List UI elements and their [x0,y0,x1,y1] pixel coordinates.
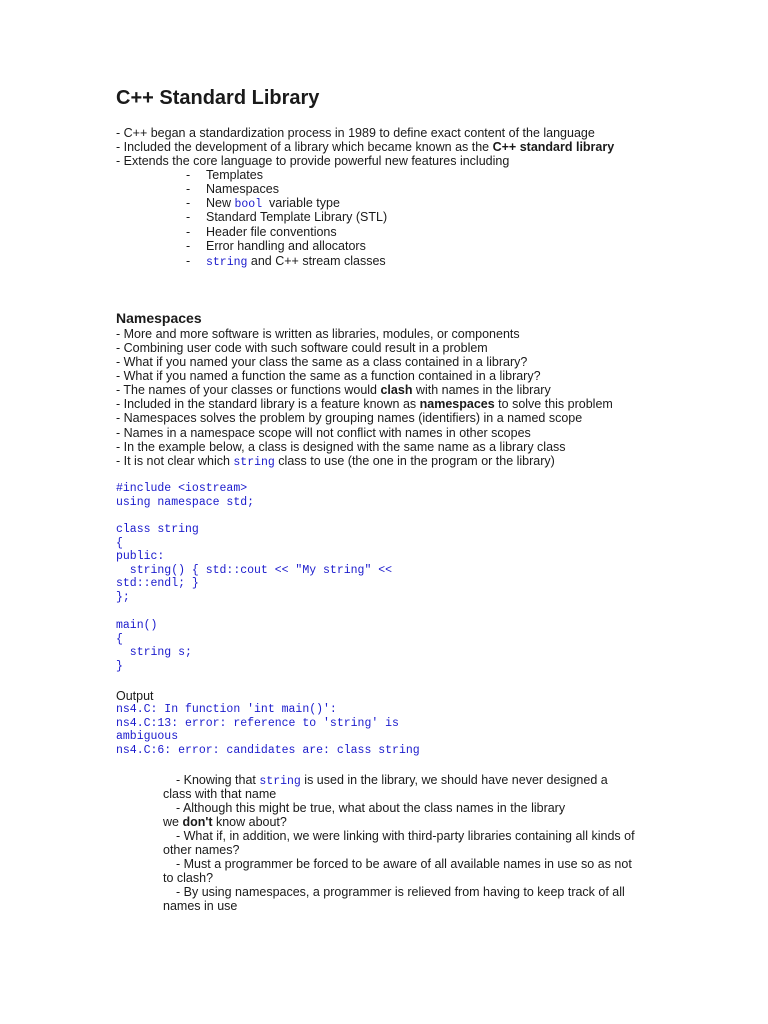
code-line: { [116,536,123,550]
intro-line-2 [116,140,614,154]
discussion-line-5-cont: names in use [163,899,238,913]
code-block-main [116,619,192,673]
code-line: } [116,659,123,673]
bullet-text: to solve this problem [494,397,613,411]
bullet-text: - Included in the standard library is a feature known as [116,397,420,411]
discussion-line-5: - By using namespaces, a programmer is relieved from having to keep track of all [176,885,625,899]
code-block-class [116,523,392,605]
namespace-bullet-6 [116,397,613,411]
intro-line-1: - C++ began a standardization process in 1989 to define exact content of the language [116,126,595,140]
feature-dash: - [186,196,191,210]
output-line: ns4.C:6: error: candidates are: class string [116,743,420,757]
feature-label-post: and C++ stream classes [247,254,386,268]
feature-label: Templates [206,168,263,182]
feature-dash: - [186,239,191,253]
feature-code-bool: bool [234,198,263,211]
feature-dash: - [186,210,191,224]
output-label: Output [116,689,154,703]
output-line: ambiguous [116,730,179,744]
feature-label: Namespaces [206,182,279,196]
intro-line-2-bold: C++ standard library [492,140,615,154]
output-line: ns4.C: In function 'int main()': [116,703,337,716]
code-line: class string [116,523,199,536]
feature-item-errors [186,239,366,253]
namespace-bullet-10 [116,454,555,470]
discussion-line-3-cont: other names? [163,843,240,857]
page-title: C++ Standard Library [116,87,320,109]
bullet-text: with names in the library [412,383,551,397]
code-line: }; [116,590,130,604]
code-line: #include <iostream> [116,482,248,495]
bullet-text: class to use (the one in the program or the library) [274,454,555,468]
bullet-code: string [233,456,275,469]
namespace-bullet-2: - Combining user code with such software could result in a problem [116,341,488,355]
output-block [116,703,420,757]
feature-item-namespaces [186,182,279,196]
feature-dash: - [186,168,191,182]
feature-item-stl [186,210,387,224]
code-line: using namespace std; [116,495,255,509]
discussion-line-1-cont: class with that name [163,787,277,801]
namespace-bullet-8: - Names in a namespace scope will not conflict with names in other scopes [116,426,531,440]
code-line: public: [116,550,165,564]
discussion-line-2-cont [163,815,287,829]
intro-line-3: - Extends the core language to provide powerful new features including [116,154,510,168]
feature-code-string: string [206,256,248,269]
feature-item-headers [186,225,337,239]
bullet-text: - The names of your classes or functions would [116,383,381,397]
code-line: { [116,632,123,646]
code-line: string s; [116,646,192,660]
discussion-text: is used in the library, we should have never designed a [300,773,608,787]
feature-label: Error handling and allocators [206,239,366,253]
namespace-bullet-4: - What if you named a function the same as a function contained in a library? [116,369,541,383]
bullet-bold: namespaces [419,397,495,411]
feature-label: Header file conventions [206,225,337,239]
code-block [116,482,254,509]
namespace-bullet-1: - More and more software is written as libraries, modules, or components [116,327,520,341]
output-line: ns4.C:13: error: reference to 'string' is [116,716,399,730]
namespace-bullet-3: - What if you named your class the same as a class contained in a library? [116,355,528,369]
discussion-text: - Knowing that [176,773,260,787]
feature-item-templates [186,168,263,182]
namespace-bullet-9: - In the example below, a class is designed with the same name as a library class [116,440,566,454]
feature-dash: - [186,182,191,196]
section-heading-namespaces: Namespaces [116,310,202,326]
feature-label: Standard Template Library (STL) [206,210,388,224]
feature-label-post: variable type [262,196,340,210]
discussion-bold: don't [182,815,213,829]
discussion-line-3: - What if, in addition, we were linking with third-party libraries containing all kinds of [176,829,635,843]
discussion-line-4: - Must a programmer be forced to be aware of all available names in use so as not [176,857,632,871]
discussion-line-4-cont: to clash? [163,871,214,885]
discussion-code: string [259,775,301,788]
namespace-bullet-7: - Namespaces solves the problem by grouping names (identifiers) in a named scope [116,411,583,425]
code-line: std::endl; } [116,577,199,591]
feature-label-pre: New [206,196,235,210]
discussion-text: know about? [212,815,287,829]
namespace-bullet-5 [116,383,551,397]
code-line: string() { std::cout << "My string" << [116,563,393,577]
feature-item-string [186,254,386,270]
discussion-text: we [163,815,183,829]
code-line: main() [116,619,158,632]
feature-dash: - [186,225,191,239]
bullet-bold: clash [380,383,413,397]
intro-line-2-text: - Included the development of a library which became known as the [116,140,493,154]
discussion-line-2: - Although this might be true, what about the class names in the library [176,801,566,815]
feature-dash: - [186,254,191,268]
bullet-text: - It is not clear which [116,454,234,468]
